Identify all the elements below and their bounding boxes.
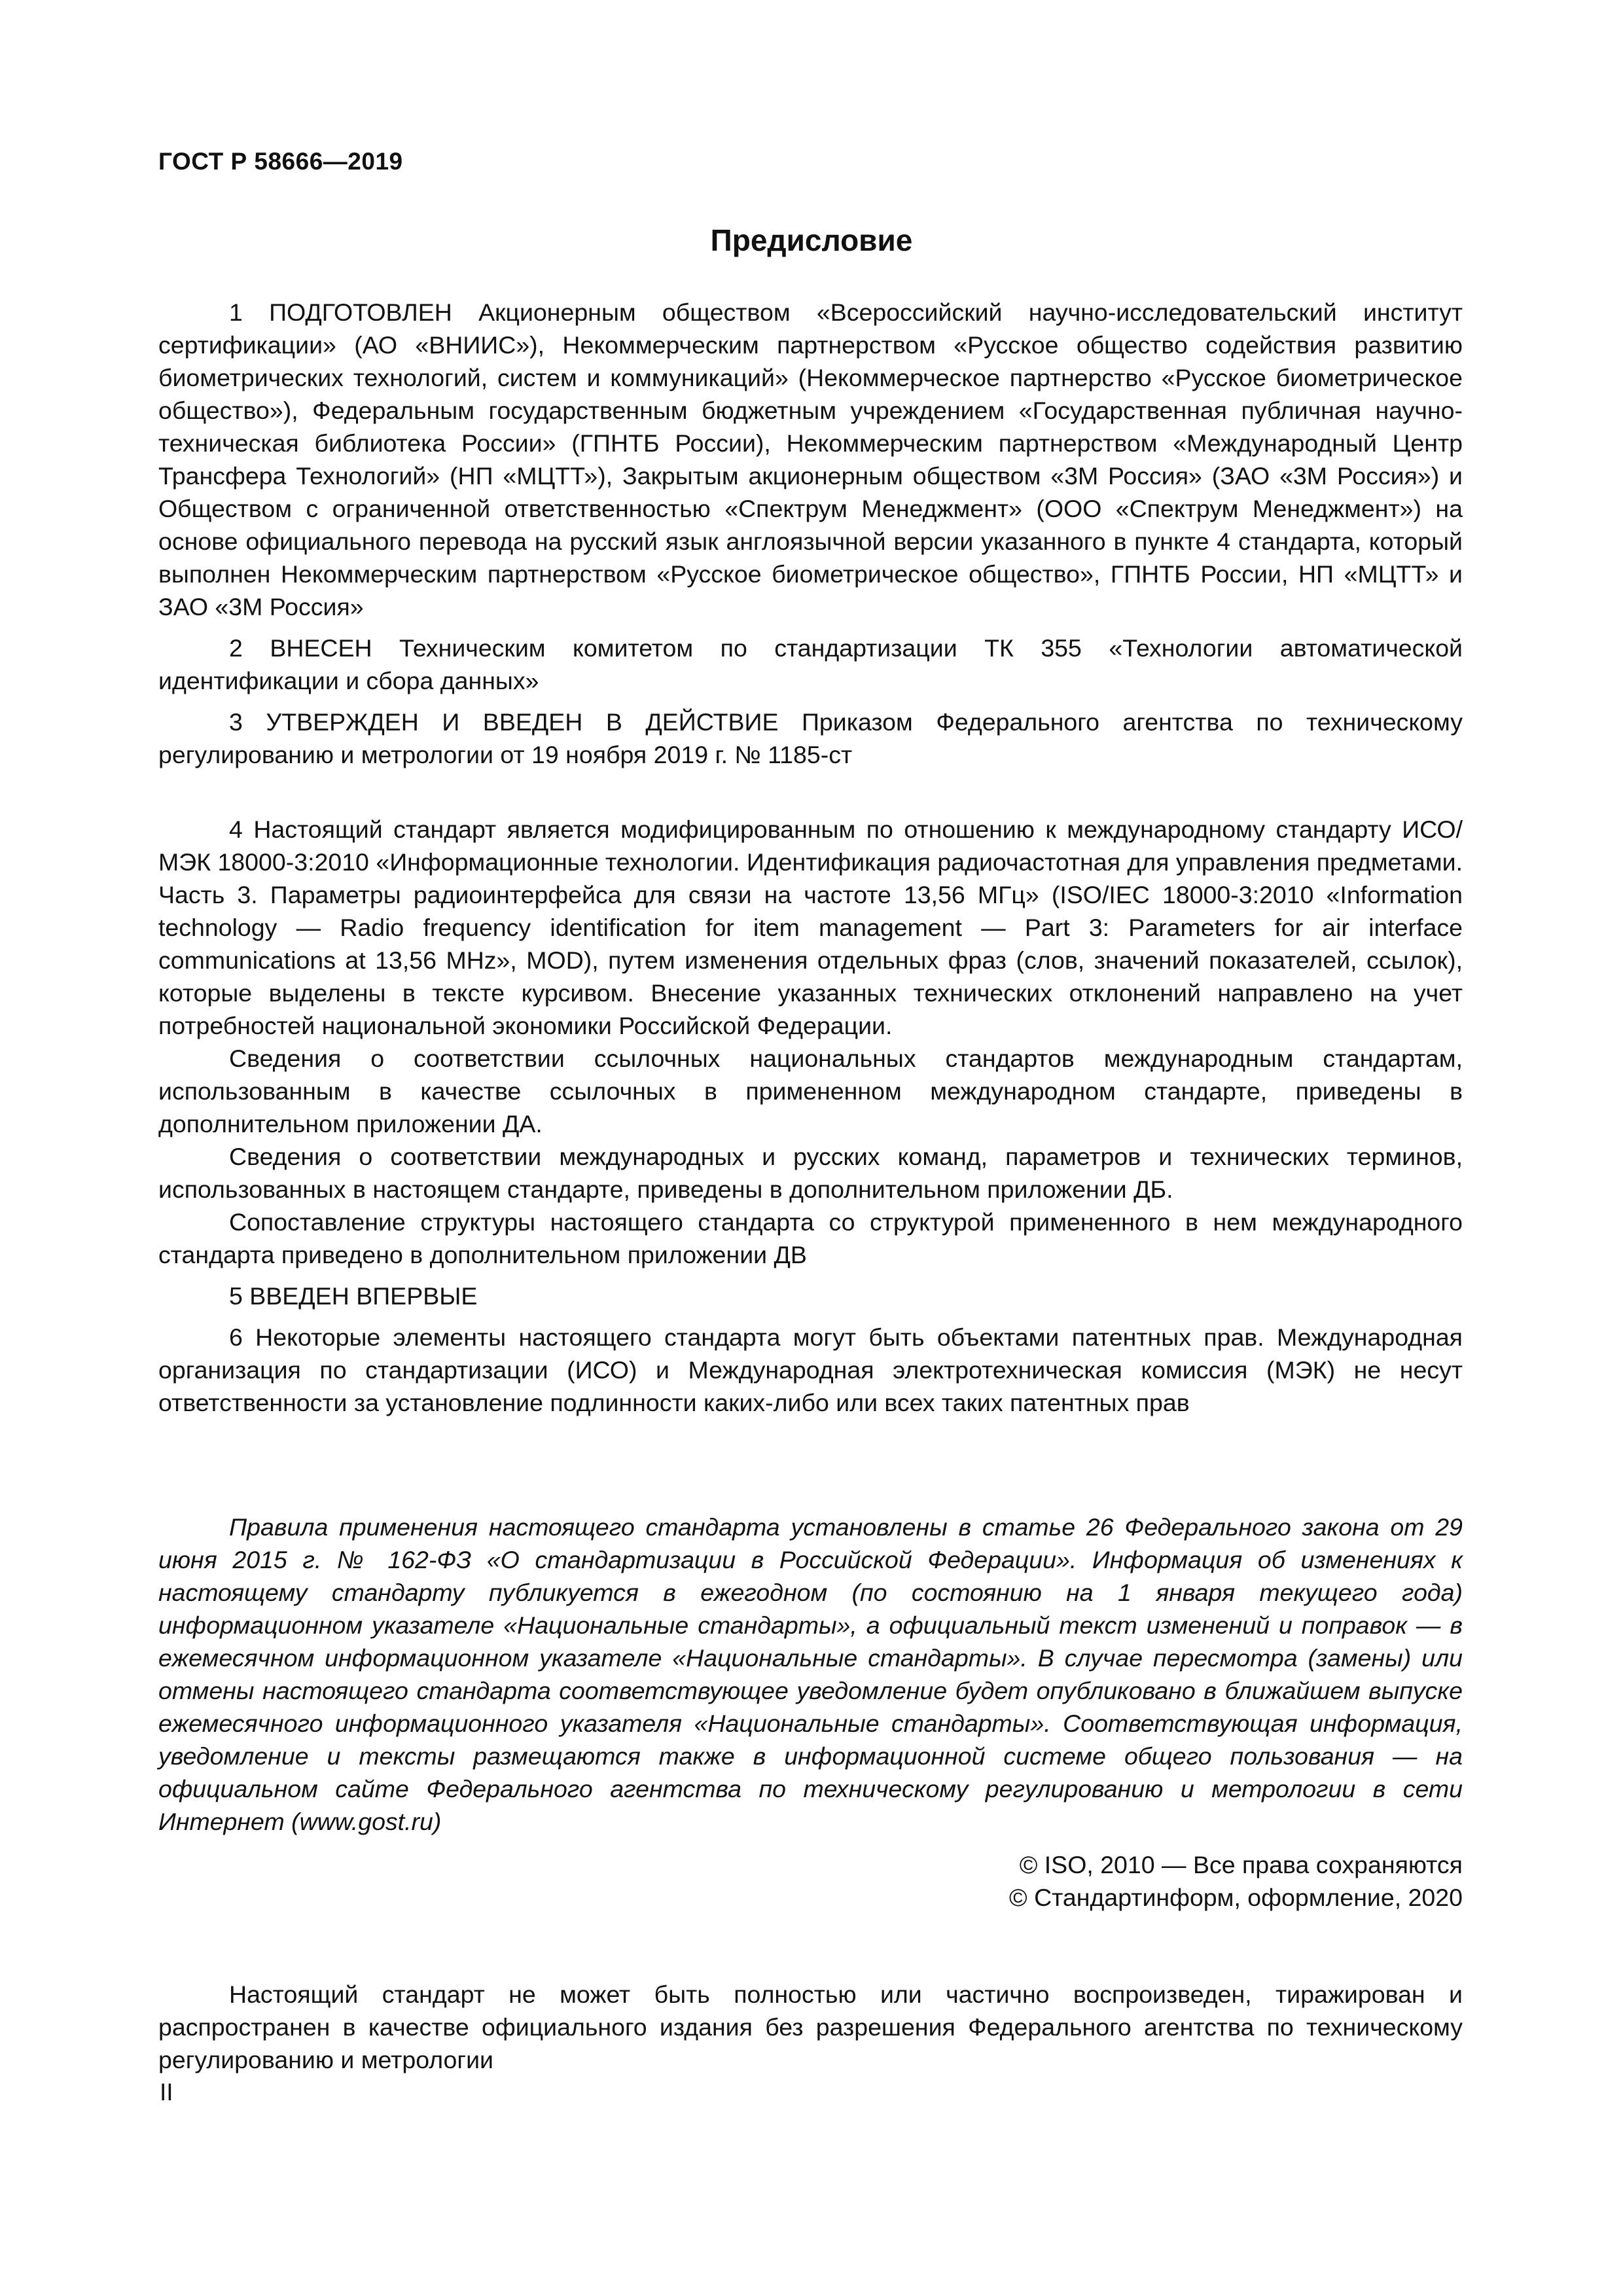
section-6-patents: 6 Некоторые элементы настоящего стандарта могут быть объектами патентных прав. Международная организация по стандартизации (ИСО) и Международная электротехническая комиссия (МЭК) не несут ответственности за установление подлинности каких-либо или всех таких патентных прав bbox=[158, 1323, 1463, 1416]
section-4-annex-da: Сведения о соответствии ссылочных национальных стандартов международным стандартам, использованным в качестве ссылочных в примененном международном стандарте, приведены в дополнительном приложении ДА. bbox=[158, 1045, 1463, 1138]
page-number: II bbox=[160, 2079, 173, 2106]
section-4-annex-db: Сведения о соответствии международных и русских команд, параметров и технических терминов, использованных в настоящем стандарте, приведены в дополнительном приложении ДБ. bbox=[158, 1143, 1463, 1203]
copyright-block bbox=[1009, 1848, 1463, 1914]
section-2-introduced: 2 ВНЕСЕН Техническим комитетом по стандартизации ТК 355 «Технологии автоматической идентификации и сбора данных» bbox=[158, 634, 1463, 694]
page-title: Предисловие bbox=[710, 223, 913, 257]
section-3-approved: 3 УТВЕРЖДЕН И ВВЕДЕН В ДЕЙСТВИЕ Приказом Федерального агентства по техническому регулированию и метрологии от 19 ноября 2019 г. № 1185-ст bbox=[158, 708, 1463, 768]
legal-notice-text: Правила применения настоящего стандарта установлены в статье 26 Федерального закона от 29 июня 2015 г. № 162-ФЗ «О стандартизации в Российской Федерации». Информация об изменениях к настоящему стандарту публикуется в ежегодном (по состоянию на 1 января текущего года) информационном указателе «Национальные стандарты», а официальный текст изменений и поправок — в ежемесячном информационном указателе «Национальные стандарты». В случае пересмотра (замены) или отмены настоящего стандарта соответствующее уведомление будет опубликовано в ближайшем выпуске ежемесячного информационного указателя «Национальные стандарты». Соответствующая информация, уведомление и тексты размещаются также в информационной системе общего пользования — на официальном сайте Федерального агентства по техническому регулированию и метрологии в сети Интернет (www.gost.ru) bbox=[158, 1513, 1463, 1835]
reproduction-notice bbox=[158, 1978, 1463, 2076]
section-4-annex-dv: Сопоставление структуры настоящего стандарта со структурой примененного в нем международного стандарта приведено в дополнительном приложении ДВ bbox=[158, 1208, 1463, 1268]
copyright-standartinform: © Стандартинформ, оформление, 2020 bbox=[1009, 1884, 1463, 1911]
copyright-iso: © ISO, 2010 — Все права сохраняются bbox=[1019, 1851, 1463, 1878]
standard-code-header: ГОСТ Р 58666—2019 bbox=[158, 148, 403, 175]
section-4-modified: 4 Настоящий стандарт является модифицированным по отношению к международному стандарту ИСО/МЭК 18000-3:2010 «Информационные технологии. Идентификация радиочастотная для управления предметами. Часть 3. Параметры радиоинтерфейса для связи на частоте 13,56 МГц» (ISO/IEC 18000-3:2010 «Information technology — Radio frequency identification for item management — Part 3: Parameters for air interface communications at 13,56 MHz», MOD), путем изменения отдельных фраз (слов, значений показателей, ссылок), которые выделены в тексте курсивом. Внесение указанных технических отклонений направлено на учет потребностей национальной экономики Российской Федерации. bbox=[158, 816, 1463, 1039]
reproduction-notice-text: Настоящий стандарт не может быть полностью или частично воспроизведен, тиражирован и распространен в качестве официального издания без разрешения Федерального агентства по техническому регулированию и метрологии bbox=[158, 1981, 1463, 2073]
legal-notice bbox=[158, 1511, 1463, 1838]
foreword-body bbox=[158, 296, 1463, 1419]
section-5-first-introduced: 5 ВВЕДЕН ВПЕРВЫЕ bbox=[229, 1282, 478, 1310]
section-1-prepared: 1 ПОДГОТОВЛЕН Акционерным обществом «Всероссийский научно-исследовательский институт сертификации» (АО «ВНИИС»), Некоммерческим партнерством «Русское общество содействия развитию биометрических технологий, систем и коммуникаций» (Некоммерческое партнерство «Русское биометрическое общество»), Федеральным государственным бюджетным учреждением «Государственная публичная научно-техническая библиотека России» (ГПНТБ России), Некоммерческим партнерством «Международный Центр Трансфера Технологий» (НП «МЦТТ»), Закрытым акционерным обществом «3М Россия» (ЗАО «3М Россия») и Обществом с ограниченной ответственностью «Спектрум Менеджмент» (ООО «Спектрум Менеджмент») на основе официального перевода на русский язык англоязычной версии указанного в пункте 4 стандарта, который выполнен Некоммерческим партнерством «Русское биометрическое общество», ГПНТБ России, НП «МЦТТ» и ЗАО «3М Россия» bbox=[158, 298, 1463, 620]
